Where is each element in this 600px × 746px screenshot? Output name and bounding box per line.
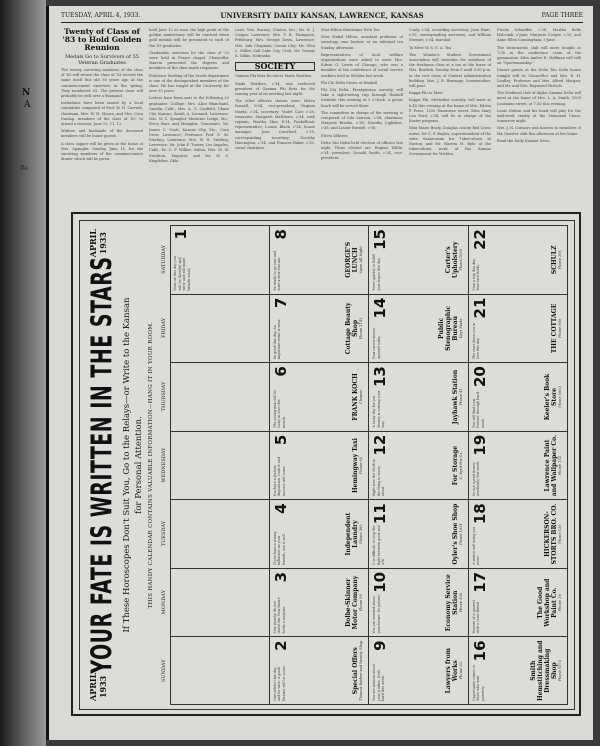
advertiser-block <box>345 572 364 634</box>
column-paragraph: Phi Chi Delta Meets at Haskell <box>321 80 378 85</box>
column-4 <box>321 28 403 204</box>
day-number: 9 <box>371 640 389 651</box>
advertiser-block <box>445 229 464 291</box>
calendar-grid <box>160 225 568 705</box>
horoscope-text: Give advice this day and be wise. A good fortune will be yours. <box>272 665 286 701</box>
day-name: TUESDAY <box>161 520 167 547</box>
day-number: 7 <box>271 297 290 309</box>
column-paragraph: held June 12 at noon the high point of the golden anniversary will be reached when gold medals will be presented to each of the '83 graduates. <box>149 28 229 48</box>
calendar-month-text: APRIL <box>88 229 98 258</box>
horoscope-text: The stars favor you in love this day. <box>471 322 481 360</box>
day-number: 8 <box>271 229 290 240</box>
calendar-day-cell <box>369 225 469 294</box>
column-top-story <box>61 28 143 204</box>
advertiser-block <box>452 435 464 497</box>
calendar-year-text: 1933 <box>98 675 108 699</box>
advertiser-detail: Phone 65 <box>359 456 364 475</box>
day-number: 15 <box>371 229 389 250</box>
horoscope-text: It is difficult to stop the fight between good and evil. <box>372 525 386 565</box>
advertiser-detail: Phone 383 <box>359 524 364 544</box>
day-number: 18 <box>470 503 489 525</box>
calendar-day-cell <box>170 225 270 294</box>
top-story-headline: Twenty of Class of '83 to Hold Golden Reunion <box>62 28 142 52</box>
calendar-day-cell <box>369 636 469 705</box>
column-paragraph: Lane; Wm. Burney, Clinton, Mo.; Mr. H. J. Cooper, Lawrence; Mrs. T. B. Thompson, Pittsburg; Mrs. George Davis, Lawrence; Mrs. Ada Chapman, Canon City; Mr. Glen L. Miller, Salt Lake City, Utah; Mr. George S. Gibbs, Nebraska. <box>235 28 315 59</box>
horoscope-text: Be good this day. An important event is near. <box>272 319 282 360</box>
horoscope-text: You are anxious about your studies. Work hard this week. <box>372 664 386 701</box>
advertiser-detail: Keys Made <box>458 318 463 339</box>
day-number: 4 <box>271 503 290 514</box>
calendar-day-cell <box>469 499 569 568</box>
advertiser-detail: Open All Night <box>359 246 364 274</box>
calendar-day-cell <box>170 431 270 500</box>
calendar-year-text: 1933 <box>98 232 108 255</box>
advertiser-detail: Phone 1143 <box>359 317 364 340</box>
calendar-rotated-content <box>80 221 574 709</box>
day-name: MONDAY <box>161 590 167 615</box>
advertiser-name: Dolbe-Skinner Motor Company <box>345 575 360 630</box>
advertiser-block <box>345 503 364 565</box>
advertiser-block <box>551 298 563 360</box>
advertiser-detail: Phone 300 <box>458 592 463 613</box>
column-paragraph: The Women's Student Government Association will entertain the members of the freshman class at a tea at the home of Mrs. Burdick, Sunday from 3 until 5:30 p.m. in the rest room of Central Administration building. Mrs. J. B. Brumage, housemother, will pour. <box>409 52 491 89</box>
column-paragraph: Delta Tau Delta held election of officers last night. Those elected are: Eugene Wilde, c'34, president; Donald Smith, c'34, vice-president. <box>321 140 403 161</box>
horoscope-text: You are worried about your future. Be patient. <box>372 594 381 634</box>
day-number: 10 <box>371 571 389 593</box>
column-paragraph: Miss Hilton Entertains With Tea <box>321 28 380 32</box>
horoscope-text: Do not spend money needlessly this week. <box>471 460 481 497</box>
horoscope-text: Stay nearby, do not travel far. Your future holds a surprise. <box>272 597 286 634</box>
column-paragraph: Louis Nelson and his band will play for the mid-week varsity at the Memorial Union, tomorrow night. <box>497 108 581 124</box>
advertiser-name: Cottage Beauty Shop <box>345 302 360 355</box>
column-paragraph: The committee in charge of the meeting is composed of Lila Lawson, c'34, chairman; Marjorie Brooks, c'36; Dorothy Lightfoot, c'35; and Louise Burnell, c'36. <box>321 110 403 131</box>
calendar-day-cell <box>270 225 370 294</box>
calendar-day-cell <box>369 568 469 637</box>
horoscope-text: A lucky day for you. Money is coming your way. <box>372 390 386 428</box>
day-number: 14 <box>371 297 389 319</box>
gutter-fragment: Re <box>20 165 29 172</box>
day-number: 6 <box>271 366 290 377</box>
advertiser-block <box>544 435 563 497</box>
advertiser-name: Public Stenographic Bureau <box>437 305 459 351</box>
column-paragraph: Phi Chi Delta, Presbyterian sorority, will take a sight-seeing trip through Haskell Institute this evening at 5 o'clock. A picnic lunch will be served there. <box>321 88 403 108</box>
header-date: TUESDAY, APRIL 4, 1933. <box>61 12 141 19</box>
newspaper-page <box>46 6 593 740</box>
top-story-subhead: Medals Go to Survivors of 55 Veteran Graduates <box>65 54 139 66</box>
column-paragraph: Elects Officers <box>321 133 348 138</box>
day-number: 5 <box>271 434 290 446</box>
column-paragraph: Conly, c'34, recording secretary; Jean Hunt, c'35, corresponding secretary; and William Stewart, c'34, marshal. <box>409 28 491 43</box>
advertiser-detail: Phone 36 <box>558 594 563 612</box>
day-number: 2 <box>271 640 290 651</box>
advertiser-name: Smith Hemstitching and Dressmaking Shop <box>530 640 559 701</box>
day-name: WEDNESDAY <box>161 447 167 483</box>
advertiser-block <box>445 572 464 634</box>
calendar-note: THIS HANDY CALENDAR CONTAINS VALUABLE INFORMATION—HANG IT IN YOUR ROOM. <box>148 321 154 609</box>
column-3 <box>235 28 315 204</box>
calendar-day-cell <box>369 362 469 431</box>
calendar-day-cell <box>270 636 370 705</box>
advertiser-detail: Phone 1273 <box>558 659 563 682</box>
top-story-paragraph: Invitations have been issued by a local committee composed of Prof. W. H. Carruth, chairman, Mrs. W. H. Moore, and Mrs. Cora Dunlap, members of the class of '83, to attend a reunion, June 10, 11, 12. <box>61 101 143 127</box>
calendar-day-cell <box>369 499 469 568</box>
advertiser-name: Jayhawk Station <box>451 369 459 425</box>
advertiser-name: Independent Laundry <box>345 512 360 556</box>
calendar-day-cell <box>170 568 270 637</box>
calendar-day-cell <box>369 431 469 500</box>
calendar-day-cell <box>170 499 270 568</box>
advertiser-detail: Phone 41 <box>458 388 463 406</box>
calendar-day-cell <box>170 294 270 363</box>
header-title: UNIVERSITY DAILY KANSAN, LAWRENCE, KANSAS <box>220 11 424 20</box>
horoscope-text: Opportunity comes to those who wait patiently. <box>471 664 485 701</box>
advertiser-name: HICKERSON-STORTS BRO. CO. <box>544 503 559 565</box>
advertiser-detail: Phone 391 <box>558 250 563 270</box>
advertiser-name: THE COTTAGE <box>551 303 559 354</box>
advertiser-block <box>445 640 464 701</box>
advertiser-block <box>452 503 464 565</box>
calendar-day-cell <box>469 636 569 705</box>
column-paragraph: The Medieval club of Alpha Gamma Delta will meet at the home of Mrs. L. A. Smith, 1009 Louisiana street, at 7:30 this evening. <box>497 91 581 106</box>
day-number: 16 <box>470 640 489 662</box>
advertiser-detail: Phone 152 <box>558 455 563 476</box>
day-number: 11 <box>371 503 389 525</box>
advertiser-detail: Phone 33 <box>458 662 463 680</box>
advertiser-name: Lawrence Paint and Wallpaper Co. <box>544 434 559 497</box>
column-paragraph: Frieda Schaeffer, c'36; Martha Belle Holcomb, c'Jane; Marjorie Cooper, c'35; and Anne Ellen Cunningham, c'Jane. <box>497 28 581 43</box>
advertiser-block <box>537 572 563 634</box>
advertiser-name: Lawyers from Works <box>444 648 459 694</box>
calendar-subtitle: If These Horoscopes Don't Suit You, Go to the Relays—or Write to the Kansan <box>122 297 132 633</box>
day-number: 12 <box>371 434 389 456</box>
column-paragraph: Gamma Phi Beta Re-elects Mada Warthen <box>235 74 312 79</box>
advertiser-block <box>345 229 364 291</box>
horoscope-text: Right now the Moth is the thing to worry about. <box>372 459 386 497</box>
day-number: 20 <box>470 366 489 388</box>
calendar-day-cell <box>270 294 370 363</box>
horoscope-text: A visitor will bring you news. <box>471 526 481 565</box>
column-paragraph: The other officers chosen were: Helen Russell, b'34, vice-president; Virginia Marks, c'34, secretary; Violet Carr, c'35, treasurer; Margaret Matthews, c'34, rush captain; Martha Sher, b'34, Panhellenic representative; Louise Black, c'34, house manager; Jean Crawford, c'35, corresponding secretary; Dorothy Harrington, c'34, and Frances Baker, c'35, social chairmen. <box>235 99 315 151</box>
calendar-day-cell <box>469 362 569 431</box>
horoscope-text: Born on this day you will be cheerful and witty and will make friends easily. <box>173 256 191 291</box>
column-paragraph: Letters have been sent to the following 20 graduates: College: Mrs. Alice Blanchard, Oneida, Calif.; Mrs. A. G. Canfield, Chase City Kansas; Sarah A. Leonard, Lawrence; Mrs. W. C. Spangler, Medicine Lodge, Mo.; Percy Barr, and Memphis, Tennessee; Mr. James C. Scott, Kansas City, Mo.; Cora Drew, Lawrence; Professor Prof. E. M. Sterling, Lawrence; Mrs. W. H. Sterling, Lawrence; Mr. John F. Turner, Los Angeles, Calif.; Dr. C. F. Wilber, Salina; Mrs. M. W. Stockton, Emporia; and Mr. W. S. Kingfisher, Okla. <box>149 96 229 163</box>
advertiser-name: For Storage <box>451 445 459 486</box>
advertiser-detail: C. Byrd For Co. <box>458 451 463 480</box>
column-paragraph: Mada Warthen, c'34, was reelected president of Gamma Phi Beta for the coming year at its meeting last night. <box>235 81 315 97</box>
day-name: SUNDAY <box>161 659 167 683</box>
calendar-month-text: APRIL <box>88 672 98 701</box>
column-paragraph: The Intramurals club will meet tonight at 7:30 in the conference room of the gymnasium. Miss Amber R. Hoffman will talk on "Sportsmanship." <box>497 45 581 66</box>
horoscope-text: Plan a trip this day. Your luck holds. <box>471 258 481 291</box>
gutter-letter-n: N <box>22 88 31 98</box>
advertiser-name: The Good Workshop and Paint Co. <box>537 578 559 627</box>
day-number: 19 <box>470 434 489 456</box>
day-number: 13 <box>371 366 389 388</box>
horoscope-text: Move quickly to fulfill your hopes this day. <box>372 254 381 291</box>
advertiser-detail: Phone 1090 <box>458 248 463 271</box>
column-paragraph: Mrs. J. N. Connors was hostess to members of the Quester club this afternoon at her home. <box>497 126 581 136</box>
advertiser-name: Carter's Upholstery <box>444 241 459 279</box>
advertiser-block <box>452 366 464 428</box>
day-number: 22 <box>470 229 489 250</box>
advertiser-detail: Phone 1603 <box>558 386 563 408</box>
calendar-day-cell <box>469 225 569 294</box>
horoscope-text: If you have a strong influence on your friends, use it well. <box>272 531 286 565</box>
advertiser-detail: Phone 1924 <box>458 523 463 545</box>
advertiser-detail: Phone 120 <box>558 524 563 544</box>
advertiser-block <box>438 298 464 360</box>
calendar-day-cell <box>170 362 270 431</box>
horoscope-text: You will find your fortune through hard work. <box>471 392 485 428</box>
advertiser-block <box>551 229 563 291</box>
calendar-day-cell <box>270 431 370 500</box>
advertiser-block <box>544 366 563 428</box>
advertiser-block <box>530 640 563 701</box>
calendar-day-cell <box>270 362 370 431</box>
day-name: THURSDAY <box>161 381 167 412</box>
day-number: 1 <box>172 229 190 240</box>
calendar-day-cell <box>170 636 270 705</box>
column-5 <box>409 28 491 204</box>
calendar-day-cell <box>369 294 469 363</box>
advertiser-block <box>544 503 563 565</box>
advertiser-detail: Cleaner <box>359 389 364 405</box>
day-number: 21 <box>470 297 489 319</box>
column-paragraph: Dinner guests at the Delta Tau Delta house tonight will be Chancellor and Mrs. E. H. Lindley; Professor and Mrs. Alfred Morgan; and Mr. and Mrs. Raymond Nichols. <box>497 68 581 89</box>
advertiser-name: FRANK KOCH <box>352 373 360 421</box>
top-story-paragraph: A class supper will be given at the home of Mrs. Spangler, Sunday, June 11, for the surviving members of the commencement dinner which will be given. <box>61 141 143 162</box>
society-heading: SOCIETY <box>235 62 315 71</box>
advertiser-detail: Thomas Barber and Beauty Shop <box>359 640 364 701</box>
column-paragraph: To Meet W. S. G. A. Tea <box>409 45 452 50</box>
calendar-day-cell <box>469 568 569 637</box>
calendar-frame <box>79 220 575 710</box>
advertiser-name: Special Offers <box>352 647 360 695</box>
day-name: SATURDAY <box>161 244 167 274</box>
advertiser-block <box>352 435 364 497</box>
column-6 <box>497 28 581 204</box>
gutter-letter-a: A <box>24 100 31 110</box>
column-paragraph: Miss Mabel Hilton, assistant professor of sociology, was hostess at an informal tea Sunday afternoon. <box>321 35 403 50</box>
horoscope-text: Your career moves upward today. <box>372 328 381 360</box>
top-story-paragraph: The twenty surviving members of the class of '83 will return the class of '33 receive the same itself this old 50 years ago at the commencement exercises in the spring. They numbered 55. The present class will probably be well over a thousand. <box>61 68 143 99</box>
calendar-day-cell <box>469 431 569 500</box>
day-name: FRIDAY <box>161 317 167 338</box>
column-paragraph: Professor Sterling of the Greek department is one of the distinguished members of the class. He has taught at the University for over 35 years. <box>149 73 229 94</box>
column-paragraph: Representatives of local welfare organizations were asked to meet Mrs. Edwin G. Lewis of Chicago, who was a member of the conference of social service workers held at Wichita last week. <box>321 52 403 78</box>
horoscope-text: Beware of a quarrel with a close friend. <box>471 600 481 634</box>
advertiser-detail: Phone 99 <box>359 594 364 612</box>
advertiser-name: SCHULZ <box>551 245 559 275</box>
day-number: 3 <box>271 571 290 583</box>
column-paragraph: Kappa Phi to Meet <box>409 91 443 96</box>
calendar-day-cell <box>270 499 370 568</box>
column-paragraph: Read the Daily Kansan News. <box>497 138 551 143</box>
calendar-subtitle-2: for Personal Attention. <box>134 416 144 514</box>
column-2 <box>149 28 229 204</box>
advertiser-block <box>345 298 364 360</box>
calendar-day-cell <box>270 568 370 637</box>
horoscope-text: You have a jealous disposition. Curb it and success will come. <box>272 457 286 497</box>
horoscope-calendar-ad <box>71 212 581 716</box>
calendar-day-cell <box>469 294 569 363</box>
top-story-paragraph: Widows and husbands of the deceased members will be honor guests. <box>61 129 143 139</box>
column-paragraph: Graduation exercises for the class of '33 were held in Fraser chapel. Chancellor Marvin presented the degrees and members of the class made responses. <box>149 50 229 71</box>
column-paragraph: Kappa Phi, Methodist sorority, will meet at 6:45 this evening at the home of Mrs. Edwin F. Price, 1330 Tennessee street. Miss Mary Lou Ford, c'34, will be in charge of the Easter program. <box>409 98 491 124</box>
advertiser-block <box>352 640 364 701</box>
advertiser-name: Keeler's Book Store <box>544 373 559 421</box>
previous-page-gutter <box>0 0 46 746</box>
horoscope-text: The young man will be lucky in love this month. <box>272 389 286 428</box>
day-number: 17 <box>470 571 489 593</box>
header-page: PAGE THREE <box>541 12 583 19</box>
column-paragraph: Miss Marie Beaty, Douglas county Red Cross nurse; Dr. C. F. Bayles, superintendent of the state Sanatorium for Tuberculosis at Norton; and Mr. Warren M. Ryle, of the tuberculosis work of the Kansas Government for Wichita. <box>409 126 491 157</box>
page-header <box>61 10 583 23</box>
advertiser-block <box>352 366 364 428</box>
advertiser-name: Oyler's Shoe Shop <box>451 503 459 565</box>
advertiser-name: GEORGE'S LUNCH <box>345 241 360 278</box>
advertiser-detail: Phone 800 <box>558 318 563 339</box>
advertiser-name: Economy Service Station <box>444 574 459 632</box>
horoscope-text: Be ready to go east and start a new venture. <box>272 250 282 291</box>
advertiser-name: Hemingway Taxi <box>352 438 360 493</box>
calendar-title: YOUR FATE IS WRITTEN IN THE STARS <box>86 256 119 674</box>
